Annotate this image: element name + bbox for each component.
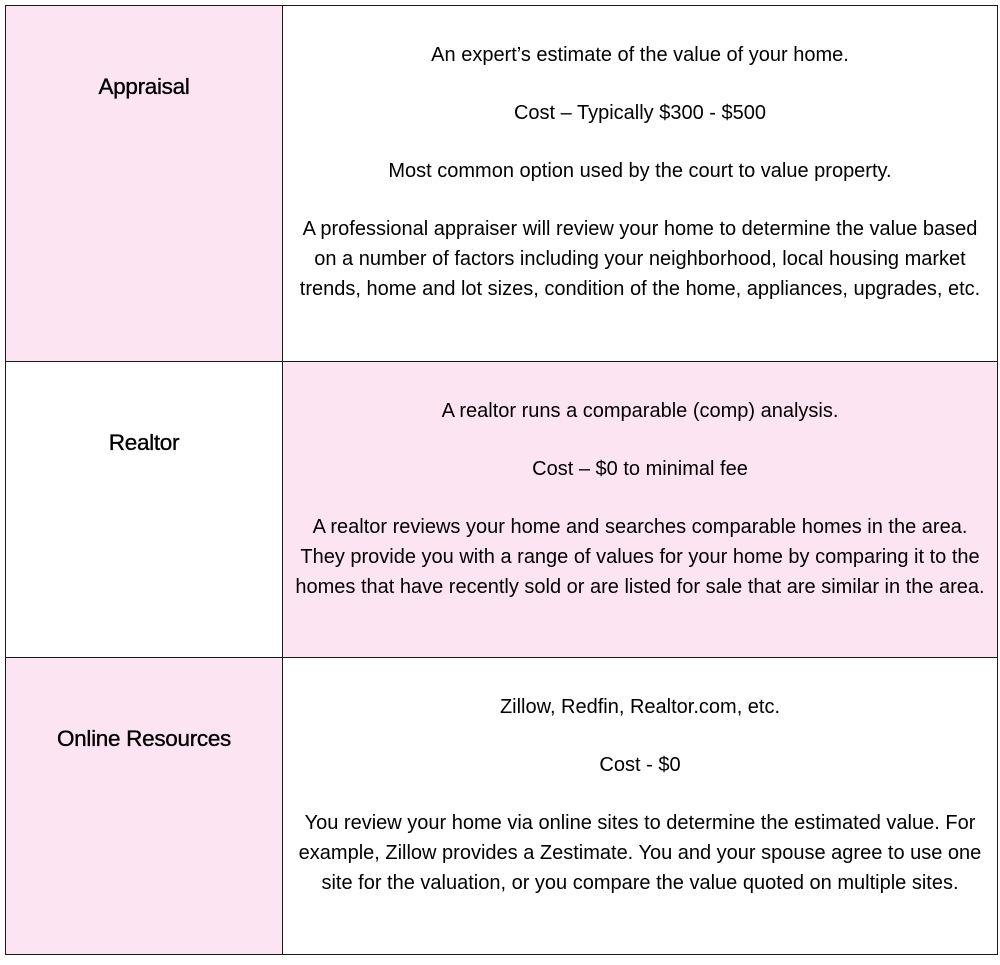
appraisal-details: A professional appraiser will review your home to determine the value based on a number of factors including your neighborhood, local housing market trends, home and lot sizes, condition of the home, appliances, upgrades, etc.	[299, 218, 981, 300]
table-row-realtor	[6, 362, 998, 658]
table-row-appraisal	[6, 6, 998, 362]
row-label-realtor: Realtor	[108, 430, 180, 455]
label-cell-online-resources	[6, 658, 283, 955]
label-cell-appraisal	[6, 6, 283, 362]
appraisal-cost: Cost – Typically $300 - $500	[513, 102, 766, 124]
description-realtor	[283, 362, 997, 602]
online-resources-cost: Cost - $0	[599, 754, 681, 776]
realtor-cost: Cost – $0 to minimal fee	[532, 458, 748, 480]
description-appraisal	[283, 6, 997, 304]
appraisal-summary: An expert’s estimate of the value of your home.	[431, 44, 849, 66]
description-online-resources	[283, 658, 997, 898]
valuation-options-table	[5, 5, 998, 955]
table-row-online-resources	[6, 658, 998, 955]
row-label-online-resources: Online Resources	[56, 726, 232, 751]
appraisal-usage-note: Most common option used by the court to value property.	[388, 160, 892, 182]
content-cell-realtor	[283, 362, 998, 658]
content-cell-appraisal	[283, 6, 998, 362]
label-cell-realtor	[6, 362, 283, 658]
online-resources-details: You review your home via online sites to determine the estimated value. For example, Zillow provides a Zestimate. You and your spouse agree to use one site for the valuation, or you compare the value quoted on multiple sites.	[298, 812, 982, 894]
online-resources-summary: Zillow, Redfin, Realtor.com, etc.	[499, 696, 781, 718]
row-label-appraisal: Appraisal	[98, 74, 190, 99]
realtor-summary: A realtor runs a comparable (comp) analysis.	[441, 400, 839, 422]
content-cell-online-resources	[283, 658, 998, 955]
realtor-details: A realtor reviews your home and searches comparable homes in the area. They provide you with a range of values for your home by comparing it to the homes that have recently sold or are listed for sale that are similar in the area.	[295, 516, 985, 598]
